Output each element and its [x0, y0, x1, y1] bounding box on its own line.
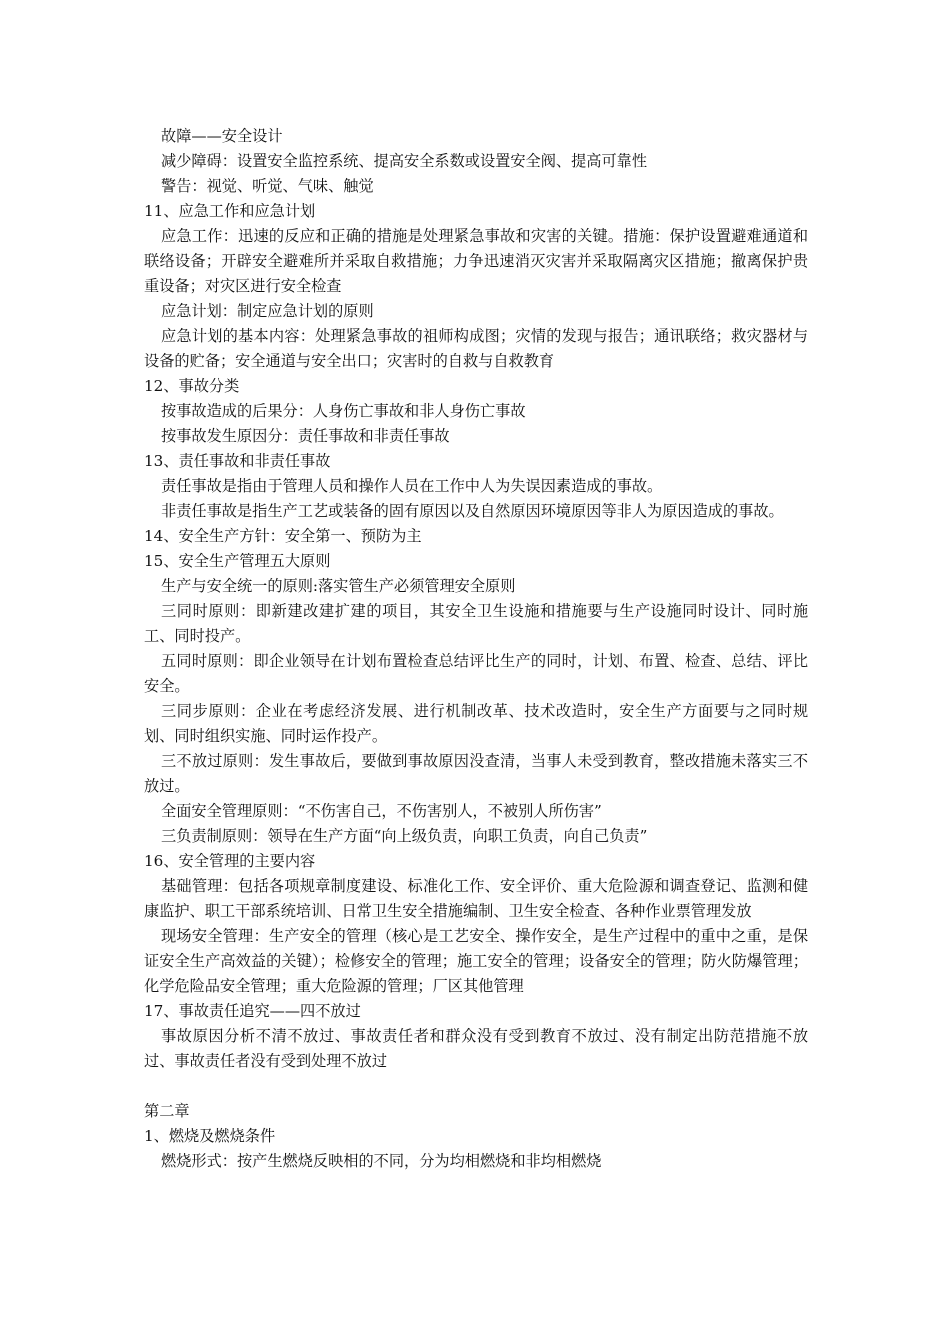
- paragraph: 应急计划的基本内容：处理紧急事故的祖师构成图；灾情的发现与报告；通讯联络；救灾器材与设备的贮备；安全通道与安全出口；灾害时的自救与自救教育: [144, 327, 808, 370]
- section-heading: 17、事故责任追究——四不放过: [144, 1002, 361, 1020]
- paragraph: 故障——安全设计: [161, 127, 283, 145]
- blank-line: [144, 1074, 808, 1099]
- section-heading: 1、燃烧及燃烧条件: [144, 1127, 276, 1145]
- section-heading: 11、应急工作和应急计划: [144, 202, 316, 220]
- paragraph: 三同时原则：即新建改建扩建的项目，其安全卫生设施和措施要与生产设施同时设计、同时施工、同时投产。: [144, 602, 808, 645]
- paragraph: 按事故造成的后果分：人身伤亡事故和非人身伤亡事故: [161, 402, 526, 420]
- paragraph: 三负责制原则：领导在生产方面“向上级负责，向职工负责，向自己负责”: [161, 827, 648, 845]
- section-heading: 14、安全生产方针：安全第一、预防为主: [144, 527, 422, 545]
- section-heading: 15、安全生产管理五大原则: [144, 552, 331, 570]
- paragraph: 三不放过原则：发生事故后，要做到事故原因没查清，当事人未受到教育，整改措施未落实三不放过。: [144, 752, 808, 795]
- paragraph: 责任事故是指由于管理人员和操作人员在工作中人为失误因素造成的事故。: [161, 477, 663, 495]
- paragraph: 基础管理：包括各项规章制度建设、标准化工作、安全评价、重大危险源和调查登记、监测和健康监护、职工干部系统培训、日常卫生安全措施编制、卫生安全检查、各种作业票管理发放: [144, 877, 808, 920]
- chapter-heading: 第二章: [144, 1102, 190, 1120]
- paragraph: 警告：视觉、听觉、气味、触觉: [161, 177, 374, 195]
- paragraph: 现场安全管理：生产安全的管理（核心是工艺安全、操作安全，是生产过程中的重中之重，是保证安全生产高效益的关键）；检修安全的管理；施工安全的管理；设备安全的管理；防火防爆管理；化学危险品安全管理；重大危险源的管理；厂区其他管理: [144, 927, 808, 995]
- section-heading: 13、责任事故和非责任事故: [144, 452, 331, 470]
- paragraph: 生产与安全统一的原则:落实管生产必须管理安全原则: [161, 577, 516, 595]
- paragraph: 应急计划：制定应急计划的原则: [161, 302, 374, 320]
- paragraph: 减少障碍：设置安全监控系统、提高安全系数或设置安全阀、提高可靠性: [161, 152, 647, 170]
- section-heading: 12、事故分类: [144, 377, 240, 395]
- document-body: [144, 124, 808, 1174]
- paragraph: 燃烧形式：按产生燃烧反映相的不同，分为均相燃烧和非均相燃烧: [161, 1152, 602, 1170]
- paragraph: 三同步原则：企业在考虑经济发展、进行机制改革、技术改造时，安全生产方面要与之同时规划、同时组织实施、同时运作投产。: [144, 702, 808, 745]
- paragraph: 应急工作：迅速的反应和正确的措施是处理紧急事故和灾害的关键。措施：保护设置避难通道和联络设备；开辟安全避难所并采取自救措施；力争迅速消灭灾害并采取隔离灾区措施；撤离保护贵重设备；对灾区进行安全检查: [144, 227, 808, 295]
- paragraph: 事故原因分析不清不放过、事故责任者和群众没有受到教育不放过、没有制定出防范措施不放过、事故责任者没有受到处理不放过: [144, 1027, 808, 1070]
- paragraph: 按事故发生原因分：责任事故和非责任事故: [161, 427, 450, 445]
- paragraph: 五同时原则：即企业领导在计划布置检查总结评比生产的同时，计划、布置、检查、总结、评比安全。: [144, 652, 808, 695]
- paragraph: 全面安全管理原则：“不伤害自己，不伤害别人，不被别人所伤害”: [161, 802, 602, 820]
- section-heading: 16、安全管理的主要内容: [144, 852, 316, 870]
- paragraph: 非责任事故是指生产工艺或装备的固有原因以及自然原因环境原因等非人为原因造成的事故。: [161, 502, 784, 520]
